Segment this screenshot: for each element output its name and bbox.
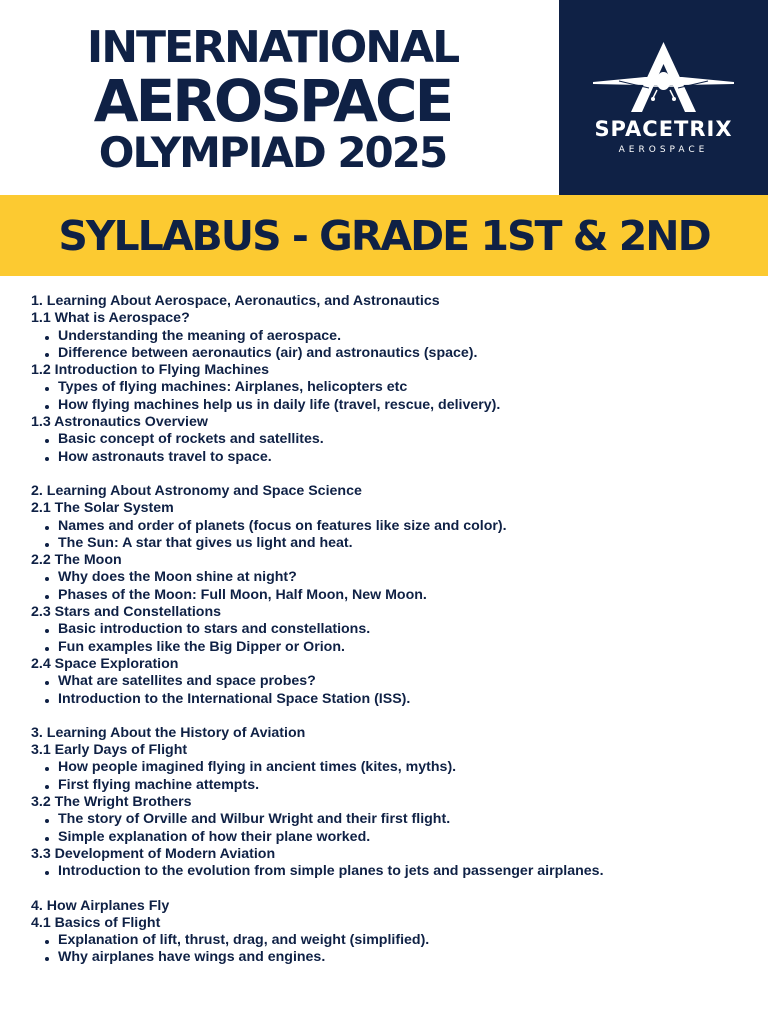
bullet-list [31,863,751,880]
list-item: Understanding the meaning of aerospace. [31,328,751,345]
syllabus-band [0,195,768,276]
syllabus-heading: SYLLABUS - GRADE 1ST & 2ND [58,211,710,260]
spacetrix-logo [559,0,768,195]
title-line-2: AEROSPACE [93,67,452,135]
list-item: How astronauts travel to space. [31,449,751,466]
bullet-list [31,621,751,656]
list-item: Introduction to the evolution from simple planes to jets and passenger airplanes. [31,863,751,880]
subsection-title: 2.4 Space Exploration [31,655,179,672]
list-item: How flying machines help us in daily life (travel, rescue, delivery). [31,397,751,414]
subsection-title: 4.1 Basics of Flight [31,914,161,931]
list-item: Explanation of lift, thrust, drag, and weight (simplified). [31,932,751,949]
list-item: Basic introduction to stars and constellations. [31,621,751,638]
subsection-title: 2.1 The Solar System [31,500,174,517]
section-title: 3. Learning About the History of Aviation [31,724,306,741]
list-item: Phases of the Moon: Full Moon, Half Moon, New Moon. [31,587,751,604]
section-title: 2. Learning About Astronomy and Space Science [31,482,362,499]
page-header [0,0,768,195]
list-item: How people imagined flying in ancient times (kites, myths). [31,759,751,776]
syllabus-content [0,276,751,967]
bullet-list [31,328,751,363]
logo-name: SPACETRIX [594,117,733,141]
bullet-list [31,759,751,794]
list-item: Basic concept of rockets and satellites. [31,431,751,448]
list-item: The story of Orville and Wilbur Wright and their first flight. [31,811,751,828]
bullet-list [31,431,751,466]
olympiad-title [0,22,545,177]
list-item: Why does the Moon shine at night? [31,569,751,586]
subsection-title: 3.2 The Wright Brothers [31,794,192,811]
subsection-title: 2.2 The Moon [31,552,122,569]
subsection-title: 2.3 Stars and Constellations [31,604,222,621]
bullet-list [31,673,751,708]
subsection-title: 3.3 Development of Modern Aviation [31,845,276,862]
list-item: Types of flying machines: Airplanes, helicopters etc [31,379,751,396]
logo-subtitle: AEROSPACE [618,145,709,155]
list-item: Introduction to the International Space Station (ISS). [31,691,751,708]
list-item: Difference between aeronautics (air) and astronautics (space). [31,345,751,362]
list-item: Fun examples like the Big Dipper or Orion. [31,639,751,656]
subsection-title: 3.1 Early Days of Flight [31,742,188,759]
section-2 [31,483,751,708]
section-4 [31,898,751,967]
list-item: First flying machine attempts. [31,777,751,794]
list-item: The Sun: A star that gives us light and heat. [31,535,751,552]
list-item: What are satellites and space probes? [31,673,751,690]
list-item: Why airplanes have wings and engines. [31,949,751,966]
bullet-list [31,569,751,604]
title-line-1: INTERNATIONAL [86,22,459,73]
bullet-list [31,379,751,414]
list-item: Simple explanation of how their plane worked. [31,829,751,846]
list-item: Names and order of planets (focus on features like size and color). [31,518,751,535]
section-3 [31,725,751,881]
airplane-logo-icon [559,36,768,116]
bullet-list [31,518,751,553]
section-title: 1. Learning About Aerospace, Aeronautics, and Astronautics [31,293,440,309]
subsection-title: 1.2 Introduction to Flying Machines [31,362,270,379]
section-title: 4. How Airplanes Fly [31,897,170,914]
bullet-list [31,932,751,967]
subsection-title: 1.3 Astronautics Overview [31,414,208,431]
section-1 [31,293,751,466]
bullet-list [31,811,751,846]
title-line-3: OLYMPIAD 2025 [98,128,447,177]
subsection-title: 1.1 What is Aerospace? [31,310,190,327]
